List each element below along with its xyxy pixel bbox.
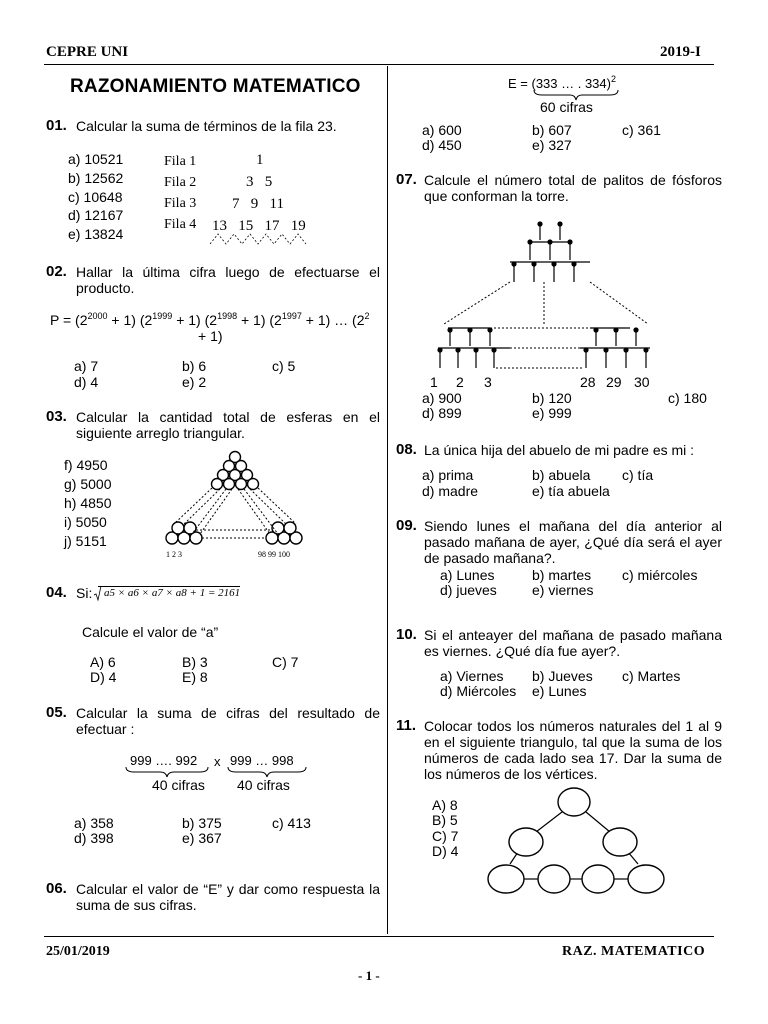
q02-number: 02. bbox=[46, 263, 67, 280]
q05-option-e[interactable]: e) 367 bbox=[182, 830, 222, 846]
q07-label-29: 29 bbox=[606, 374, 622, 390]
q11-text: Colocar todos los números naturales del 1 al 9 en el siguiente triangulo, tal que la suma de los números de cada lado sea 17. Dar la suma de los números de los vértices. bbox=[424, 718, 722, 782]
q02-exp-2: 1999 bbox=[152, 311, 173, 321]
q01-option-d[interactable]: d) 12167 bbox=[68, 207, 124, 223]
q02-option-c[interactable]: c) 5 bbox=[272, 358, 296, 374]
q05-text: Calcular la suma de cifras del resultado de efectuar : bbox=[76, 705, 380, 737]
q03-number: 03. bbox=[46, 408, 67, 425]
q01-row-brace bbox=[206, 226, 316, 248]
q07-option-c[interactable]: c) 180 bbox=[668, 390, 707, 406]
q11-option-d[interactable]: D) 4 bbox=[432, 843, 459, 859]
q09-text: Siendo lunes el mañana del día anterior al pasado mañana de ayer, ¿Qué día será el ayer de pasado mañana?. bbox=[424, 518, 722, 566]
footer-page-number: - 1 - bbox=[358, 968, 380, 983]
q02-formula-line2: + 1) bbox=[198, 328, 223, 344]
q04-option-e[interactable]: E) 8 bbox=[182, 669, 208, 685]
q07-label-28: 28 bbox=[580, 374, 596, 390]
q09-option-a[interactable]: a) Lunes bbox=[440, 567, 495, 583]
q01-row-nums-1: 1 bbox=[256, 152, 264, 168]
q02-exp-5: 2 bbox=[364, 311, 370, 321]
q06-text: Calcular el valor de “E” y dar como respuesta la suma de sus cifras. bbox=[76, 881, 380, 913]
q02-exp-4: 1997 bbox=[281, 311, 302, 321]
q08-option-e[interactable]: e) tía abuela bbox=[532, 483, 610, 499]
q02-option-b[interactable]: b) 6 bbox=[182, 358, 207, 374]
q05-number: 05. bbox=[46, 704, 67, 721]
q02-exp-1: 2000 bbox=[87, 311, 108, 321]
q04-prompt: Calcule el valor de “a” bbox=[82, 624, 219, 640]
q06-option-d[interactable]: d) 450 bbox=[422, 137, 462, 153]
q07-label-1: 1 bbox=[430, 374, 438, 390]
q01-row-nums-4: 13 15 17 19 bbox=[212, 218, 306, 234]
q11-option-a[interactable]: A) 8 bbox=[432, 797, 458, 813]
q07-text: Calcule el número total de palitos de fósforos que conforman la torre. bbox=[424, 172, 722, 204]
q08-number: 08. bbox=[396, 441, 417, 458]
q06-expression-base: E = (333 … . 334) bbox=[508, 76, 611, 91]
q07-label-3: 3 bbox=[484, 374, 492, 390]
q11-option-c[interactable]: C) 7 bbox=[432, 828, 459, 844]
q10-text: Si el anteayer del mañana de pasado mañana es viernes. ¿Qué día fue ayer?. bbox=[424, 627, 722, 659]
q02-formula-part: + 1) (2 bbox=[107, 312, 153, 328]
q06-exponent: 2 bbox=[610, 74, 616, 84]
q02-option-d[interactable]: d) 4 bbox=[74, 374, 99, 390]
q06-number: 06. bbox=[46, 880, 67, 897]
q01-row-label-4: Fila 4 bbox=[164, 217, 197, 232]
q05-option-a[interactable]: a) 358 bbox=[74, 815, 114, 831]
page-title: RAZONAMIENTO MATEMATICO bbox=[70, 76, 361, 97]
q03-sphere-triangle bbox=[160, 448, 310, 554]
q02-formula-part: + 1) (2 bbox=[237, 312, 282, 328]
q02-option-e[interactable]: e) 2 bbox=[182, 374, 207, 390]
q11-option-b[interactable]: B) 5 bbox=[432, 812, 458, 828]
q01-row-nums-2: 3 5 bbox=[246, 174, 273, 190]
q08-option-b[interactable]: b) abuela bbox=[532, 467, 591, 483]
q07-number: 07. bbox=[396, 171, 417, 188]
q04-number: 04. bbox=[46, 584, 67, 601]
q07-matchstick-tower bbox=[430, 212, 660, 374]
q05-count2: 40 cifras bbox=[237, 777, 290, 793]
q11-number: 11. bbox=[396, 717, 417, 734]
footer-rule bbox=[44, 936, 714, 937]
header-institution: CEPRE UNI bbox=[46, 44, 129, 60]
q01-option-a[interactable]: a) 10521 bbox=[68, 151, 124, 167]
q02-formula-part: + 1) … (2 bbox=[301, 312, 365, 328]
q03-text: Calcular la cantidad total de esferas en el siguiente arreglo triangular. bbox=[76, 409, 380, 441]
q10-option-c[interactable]: c) Martes bbox=[622, 668, 681, 684]
q01-row-nums-3: 7 9 11 bbox=[232, 196, 284, 212]
q08-option-c[interactable]: c) tía bbox=[622, 467, 654, 483]
q08-option-d[interactable]: d) madre bbox=[422, 483, 479, 499]
q08-text: La única hija del abuelo de mi padre es mi : bbox=[424, 442, 695, 458]
q01-option-c[interactable]: c) 10648 bbox=[68, 189, 123, 205]
q04-option-a[interactable]: A) 6 bbox=[90, 654, 116, 670]
q09-number: 09. bbox=[396, 517, 417, 534]
q06-option-b[interactable]: b) 607 bbox=[532, 122, 572, 138]
q07-option-b[interactable]: b) 120 bbox=[532, 390, 572, 406]
q08-option-a[interactable]: a) prima bbox=[422, 467, 474, 483]
q10-option-a[interactable]: a) Viernes bbox=[440, 668, 504, 684]
q04-option-b[interactable]: B) 3 bbox=[182, 654, 208, 670]
q01-row-label-1: Fila 1 bbox=[164, 154, 197, 169]
q09-option-d[interactable]: d) jueves bbox=[440, 582, 497, 598]
q06-option-e[interactable]: e) 327 bbox=[532, 137, 572, 153]
q10-option-e[interactable]: e) Lunes bbox=[532, 683, 587, 699]
q05-option-d[interactable]: d) 398 bbox=[74, 830, 114, 846]
q01-row-label-2: Fila 2 bbox=[164, 175, 197, 190]
header-rule bbox=[44, 64, 714, 65]
q07-option-a[interactable]: a) 900 bbox=[422, 390, 462, 406]
q11-triangle-circles bbox=[480, 784, 676, 896]
q07-label-2: 2 bbox=[456, 374, 464, 390]
q05-option-c[interactable]: c) 413 bbox=[272, 815, 311, 831]
q02-text: Hallar la última cifra luego de efectuarse el producto. bbox=[76, 264, 380, 296]
q02-formula bbox=[50, 312, 370, 328]
q06-option-c[interactable]: c) 361 bbox=[622, 122, 661, 138]
q07-option-e[interactable]: e) 999 bbox=[532, 405, 572, 421]
q04-option-d[interactable]: D) 4 bbox=[90, 669, 117, 685]
header-term: 2019-I bbox=[660, 44, 701, 60]
q02-formula-part: + 1) (2 bbox=[172, 312, 218, 328]
q01-option-b[interactable]: b) 12562 bbox=[68, 170, 124, 186]
q07-option-d[interactable]: d) 899 bbox=[422, 405, 462, 421]
q01-option-e[interactable]: e) 13824 bbox=[68, 226, 124, 242]
q02-formula-part: P = (2 bbox=[50, 312, 88, 328]
q01-text: Calcular la suma de términos de la fila 23. bbox=[76, 118, 337, 134]
q04-option-c[interactable]: C) 7 bbox=[272, 654, 299, 670]
q10-option-d[interactable]: d) Miércoles bbox=[440, 683, 517, 699]
footer-date: 25/01/2019 bbox=[46, 944, 110, 959]
q09-option-b[interactable]: b) martes bbox=[532, 567, 592, 583]
q10-option-b[interactable]: b) Jueves bbox=[532, 668, 593, 684]
q03-option-g[interactable]: g) 5000 bbox=[64, 476, 112, 492]
q04-si: Si: bbox=[76, 585, 93, 601]
q10-number: 10. bbox=[396, 626, 417, 643]
q06-under-label: 60 cifras bbox=[540, 99, 593, 115]
q09-option-c[interactable]: c) miércoles bbox=[622, 567, 698, 583]
q05-number1: 999 …. 992 bbox=[130, 753, 198, 768]
q06-option-a[interactable]: a) 600 bbox=[422, 122, 462, 138]
q03-label-left: 1 2 3 bbox=[166, 550, 182, 559]
q02-option-a[interactable]: a) 7 bbox=[74, 358, 99, 374]
column-divider bbox=[387, 66, 388, 934]
q04-radical-sign bbox=[94, 584, 102, 602]
q03-option-f[interactable]: f) 4950 bbox=[64, 457, 108, 473]
q07-label-30: 30 bbox=[634, 374, 650, 390]
q03-label-right: 98 99 100 bbox=[258, 550, 290, 559]
q04-radical-expression: a5 × a6 × a7 × a8 + 1 = 2161 bbox=[98, 586, 240, 599]
q01-row-label-3: Fila 3 bbox=[164, 196, 197, 211]
footer-course: RAZ. MATEMATICO bbox=[562, 944, 706, 959]
q05-option-b[interactable]: b) 375 bbox=[182, 815, 222, 831]
q03-option-h[interactable]: h) 4850 bbox=[64, 495, 112, 511]
q05-times: x bbox=[214, 754, 221, 769]
q03-option-j[interactable]: j) 5151 bbox=[64, 533, 107, 549]
q05-number2: 999 … 998 bbox=[230, 753, 294, 768]
q03-option-i[interactable]: i) 5050 bbox=[64, 514, 107, 530]
q09-option-e[interactable]: e) viernes bbox=[532, 582, 594, 598]
q05-count1: 40 cifras bbox=[152, 777, 205, 793]
q01-number: 01. bbox=[46, 117, 67, 134]
q02-exp-3: 1998 bbox=[217, 311, 238, 321]
